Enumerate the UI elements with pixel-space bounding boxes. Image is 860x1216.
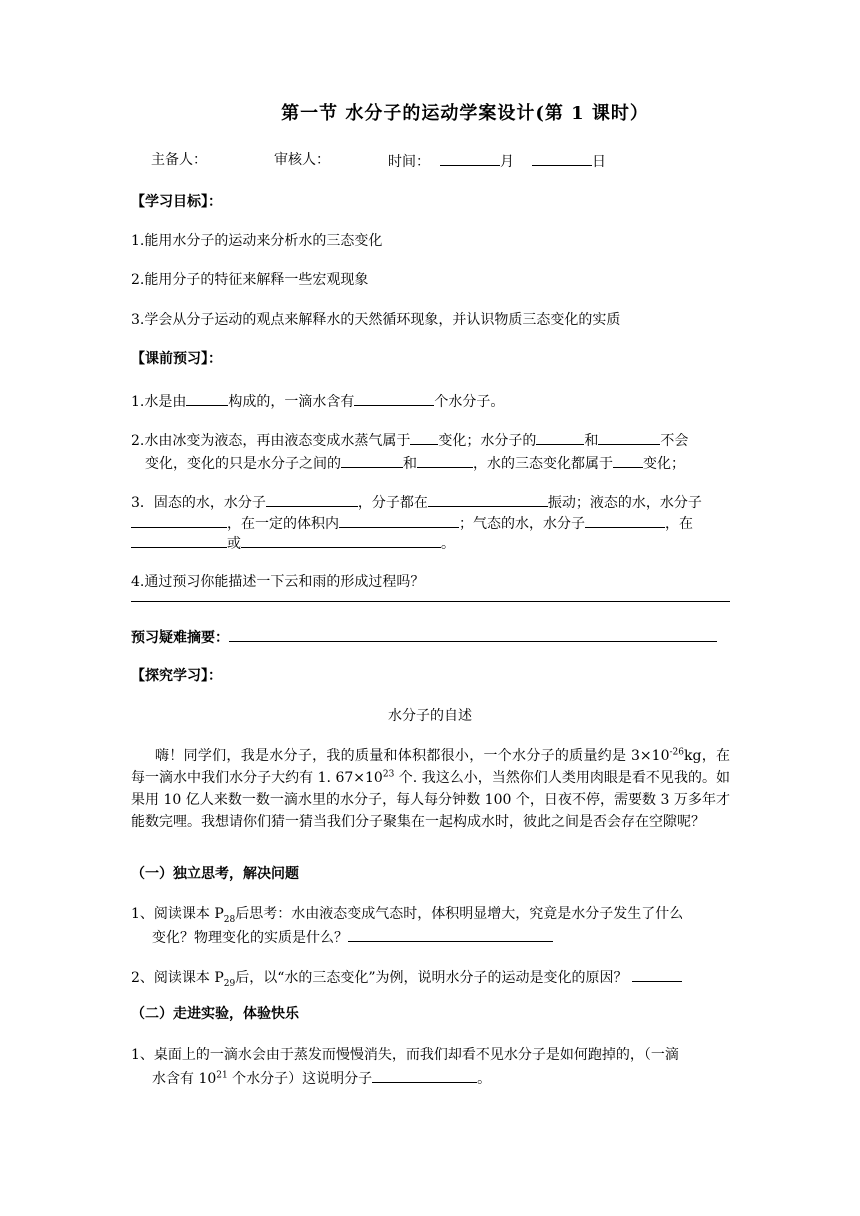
- difficulty-row: 预习疑难摘要：: [131, 626, 717, 648]
- answer-blank: [131, 512, 227, 528]
- goals-heading: 【学习目标】：: [131, 194, 222, 210]
- answer-blank: [585, 512, 665, 528]
- day-label: 日: [592, 154, 606, 170]
- time-label: 时间：: [388, 154, 430, 170]
- reviewer-label: 审核人：: [274, 152, 330, 168]
- story-paragraph: 嗨！同学们，我是水分子，我的质量和体积都很小，一个水分子的质量约是 $3\times 10^{-26}kg$，在每一滴水中我们水分子大约有 1. $67\times 10^{23}$ 个. 我这么小，当然你们人类用肉眼是看不见我的。如果用 10 亿人来数一数一滴水里的水分子，每人每分钟数 100 个，日夜不停，需要数 3 万多年才能数完哩。我想请你们猜一猜当我们分子聚集在一起构成水时，彼此之间是否会存在空隙呢？: [131, 747, 730, 830]
- preview-question-4: 4.通过预习你能描述一下云和雨的形成过程吗？: [131, 574, 425, 590]
- section-2-question-1: 1、桌面上的一滴水会由于蒸发而慢慢消失，而我们却看不见水分子是如何跑掉的，（一滴: [131, 1047, 679, 1063]
- date-row: [388, 150, 606, 172]
- section-1-question-2: 2、阅读课本 $P_{29}$后，以“水的三态变化”为例，说明水分子的运动是变化的原因？: [131, 966, 682, 988]
- answer-blank: [186, 390, 228, 406]
- answer-blank: [536, 429, 584, 445]
- story-title: 水分子的自述: [388, 708, 472, 724]
- preview-question-2: 2.水由冰变为液态，再由液态变成水蒸气属于 变化；水分子的 和 不会: [131, 429, 688, 451]
- section-2-question-1-cont: 水含有 $10^{21}$ 个水分子）这说明分子 。: [152, 1067, 491, 1089]
- goal-item-3: 3.学会从分子运动的观点来解释水的天然循环现象，并认识物质三态变化的实质: [131, 312, 621, 328]
- section-1-question-1: 1、阅读课本 $P_{28}$后思考：水由液态变成气态时，体积明显增大，究竟是水分子发生了什么: [131, 906, 684, 925]
- preview-question-2-cont: 变化，变化的只是水分子之间的 和 ，水的三态变化都属于 变化；: [145, 452, 685, 474]
- preparer-label: 主备人：: [151, 152, 207, 168]
- answer-blank: [266, 491, 358, 507]
- preview-question-3-cont: ，在一定的体积内 ；气态的水，水分子 ，在: [131, 512, 693, 534]
- day-blank: [532, 150, 592, 166]
- section-1-heading: （一）独立思考，解决问题: [131, 866, 299, 882]
- preview-question-1: 1.水是由 构成的，一滴水含有 个水分子。: [131, 390, 504, 412]
- preview-question-3: 3．固态的水，水分子 ，分子都在 振动；液态的水，水分子: [131, 491, 702, 513]
- answer-blank: [428, 491, 548, 507]
- answer-blank: [410, 429, 438, 445]
- page-title: 第一节 水分子的运动学案设计(第 1 课时）: [281, 103, 649, 124]
- answer-blank: [613, 452, 643, 468]
- preview-question-3-cont2: 或 。: [131, 532, 455, 554]
- answer-blank: [632, 966, 682, 982]
- explore-heading: 【探究学习】：: [131, 668, 222, 684]
- goal-item-2: 2.能用分子的特征来解释一些宏观现象: [131, 272, 369, 288]
- answer-blank: [372, 1067, 477, 1083]
- section-2-heading: （二）走进实验，体验快乐: [131, 1006, 299, 1022]
- preview-heading: 【课前预习】：: [131, 351, 222, 367]
- answer-blank: [598, 429, 660, 445]
- month-blank: [440, 150, 500, 166]
- answer-blank: [341, 452, 403, 468]
- answer-blank: [131, 532, 227, 548]
- section-1-question-1-cont: 变化？物理变化的实质是什么？: [152, 926, 553, 948]
- answer-blank: [229, 626, 717, 642]
- answer-blank: [339, 512, 459, 528]
- answer-blank: [348, 926, 553, 942]
- goal-item-1: 1.能用水分子的运动来分析水的三态变化: [131, 233, 383, 249]
- answer-blank: [354, 390, 434, 406]
- answer-line: [131, 601, 730, 602]
- month-label: 月: [500, 154, 514, 170]
- answer-blank: [241, 532, 441, 548]
- answer-blank: [417, 452, 473, 468]
